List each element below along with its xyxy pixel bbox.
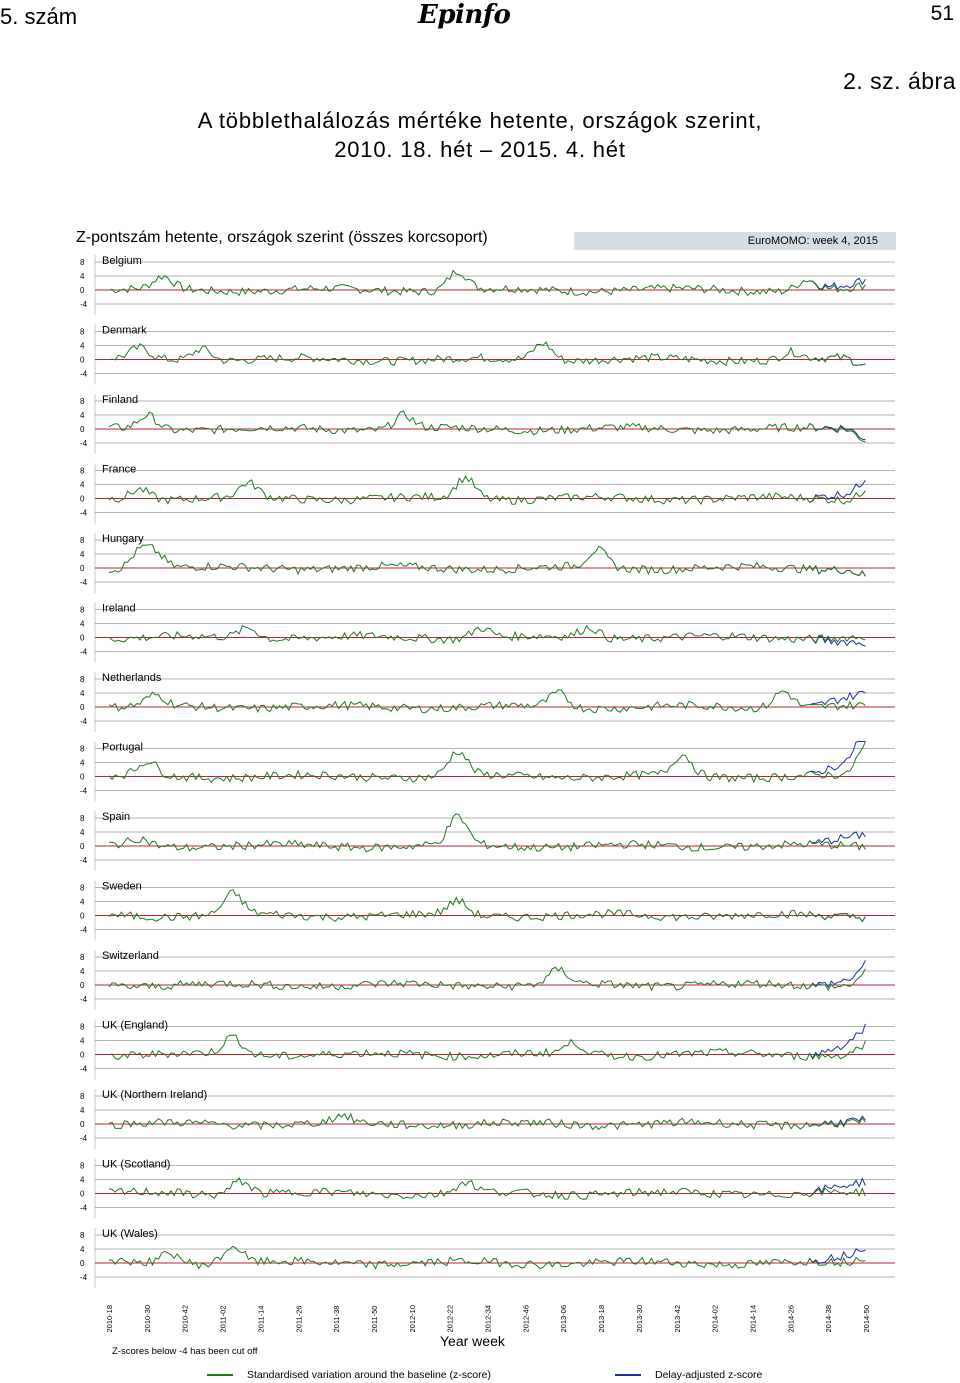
y-tick-label: -4	[80, 439, 88, 448]
y-tick-label: 0	[80, 1050, 85, 1060]
figure-title-line1: A többlethalálozás mértéke hetente, országok szerint,	[197, 108, 763, 133]
panel-title: Sweden	[102, 880, 142, 893]
panel-title: Switzerland	[102, 950, 159, 962]
y-tick-label: 4	[80, 411, 85, 420]
figure-label: 2. sz. ábra	[843, 68, 956, 94]
y-tick-label: -4	[80, 300, 88, 309]
legend-delay	[615, 1369, 762, 1381]
panel-title: Netherlands	[102, 672, 162, 684]
y-tick-label: 4	[80, 480, 85, 490]
y-tick-label: -4	[80, 1273, 88, 1282]
legend-delay-swatch	[615, 1374, 641, 1376]
y-tick-label: 0	[80, 981, 85, 990]
x-tick-label: 2010-42	[180, 1304, 190, 1333]
y-tick-label: 0	[80, 1120, 85, 1129]
euromomo-banner	[574, 232, 896, 250]
epinfo-logo: Epinfo	[418, 0, 511, 30]
x-tick-label: 2014-02	[710, 1304, 720, 1333]
y-tick-label: 0	[80, 1189, 85, 1199]
y-tick-label: 0	[80, 425, 85, 434]
figure-title-line2: 2010. 18. hét – 2015. 4. hét	[334, 137, 626, 162]
y-tick-label: 8	[80, 814, 85, 823]
y-tick-label: 8	[80, 1092, 85, 1101]
panel-netherlands	[68, 672, 895, 732]
y-tick-label: 4	[80, 1036, 85, 1046]
y-tick-label: 8	[80, 1231, 85, 1240]
panel-portugal	[68, 742, 895, 802]
panel-uk-england-	[68, 1020, 895, 1080]
panel-title: Denmark	[102, 324, 147, 337]
y-tick-label: 0	[80, 842, 85, 851]
x-tick-label: 2011-26	[294, 1305, 304, 1333]
y-tick-label: 4	[80, 1175, 85, 1185]
y-tick-label: 0	[80, 355, 85, 365]
y-tick-label: 0	[80, 1259, 85, 1268]
x-tick-label: 2013-06	[559, 1304, 569, 1333]
y-tick-label: 8	[80, 675, 85, 684]
panel-uk-northern-ireland-	[68, 1089, 895, 1149]
y-tick-label: 4	[80, 341, 85, 351]
y-tick-label: -4	[80, 856, 88, 865]
panel-france	[68, 464, 895, 524]
y-tick-label: 8	[80, 1022, 85, 1032]
y-tick-label: 0	[80, 564, 85, 573]
y-tick-label: -4	[80, 1134, 88, 1143]
panel-hungary	[68, 533, 895, 593]
y-tick-label: -4	[80, 369, 88, 379]
panel-chart	[0, 250, 960, 1335]
y-tick-label: 8	[80, 953, 85, 962]
y-tick-label: -4	[80, 925, 88, 935]
y-tick-label: -4	[80, 1203, 88, 1213]
y-tick-label: -4	[80, 786, 88, 796]
legend-zscore-label: Standardised variation around the baseline (z-score)	[247, 1369, 491, 1381]
panel-uk-scotland-	[68, 1159, 895, 1219]
y-tick-label: 0	[80, 286, 85, 295]
x-tick-label: 2014-50	[862, 1304, 871, 1333]
issue-number: 5. szám	[0, 4, 78, 29]
panel-title: UK (England)	[102, 1019, 169, 1032]
panel-title: Ireland	[102, 602, 136, 615]
x-tick-label: 2012-46	[521, 1304, 531, 1333]
panel-spain	[68, 811, 895, 871]
y-tick-label: -4	[80, 578, 88, 587]
panel-denmark	[68, 325, 895, 385]
x-tick-label: 2012-10	[407, 1304, 417, 1333]
panel-sweden	[68, 881, 895, 941]
y-tick-label: 8	[80, 605, 85, 615]
y-tick-label: -4	[80, 647, 88, 657]
figure-title	[110, 106, 850, 164]
x-tick-label: 2011-02	[218, 1305, 228, 1333]
y-tick-label: 4	[80, 272, 85, 281]
x-tick-label: 2013-42	[672, 1304, 682, 1333]
y-tick-label: 8	[80, 883, 85, 893]
y-tick-label: 4	[80, 619, 85, 629]
y-tick-label: 4	[80, 758, 85, 768]
y-tick-label: 4	[80, 1245, 85, 1254]
panel-title: Spain	[102, 811, 131, 823]
y-tick-label: 8	[80, 1161, 85, 1171]
x-axis-label: Year week	[440, 1333, 505, 1349]
y-tick-label: 8	[80, 327, 85, 337]
y-tick-label: -4	[80, 1064, 88, 1074]
legend-zscore	[207, 1369, 491, 1381]
y-tick-label: 8	[80, 258, 85, 267]
panel-ireland	[68, 603, 895, 663]
y-tick-label: 0	[80, 911, 85, 921]
y-tick-label: 4	[80, 550, 85, 559]
panel-title: UK (Wales)	[102, 1228, 158, 1240]
y-tick-label: 0	[80, 633, 85, 643]
panel-finland	[68, 394, 895, 454]
page-number: 51	[930, 2, 954, 25]
x-tick-label: 2010-18	[105, 1304, 114, 1333]
x-tick-label: 2012-22	[445, 1304, 455, 1333]
chart-subtitle: Z-pontszám hetente, országok szerint (összes korcsoport)	[76, 229, 488, 246]
y-tick-label: 8	[80, 744, 85, 754]
y-tick-label: -4	[80, 995, 88, 1004]
panel-title: Hungary	[102, 533, 144, 545]
x-tick-label: 2013-18	[597, 1304, 607, 1333]
panel-title: UK (Northern Ireland)	[102, 1089, 208, 1101]
y-tick-label: 4	[80, 1106, 85, 1115]
panel-switzerland	[68, 950, 895, 1010]
y-tick-label: -4	[80, 717, 88, 726]
panel-uk-wales-	[68, 1228, 895, 1288]
y-tick-label: 0	[80, 772, 85, 782]
panel-belgium	[68, 255, 895, 315]
panel-title: Belgium	[102, 255, 142, 267]
x-tick-label: 2014-26	[786, 1304, 796, 1333]
y-tick-label: 0	[80, 494, 85, 504]
panel-title: Finland	[102, 394, 139, 406]
y-tick-label: 8	[80, 536, 85, 545]
panel-title: France	[102, 463, 137, 476]
y-tick-label: 4	[80, 897, 85, 907]
legend-delay-label: Delay-adjusted z-score	[655, 1369, 763, 1381]
y-tick-label: -4	[80, 508, 88, 518]
y-tick-label: 8	[80, 466, 85, 476]
y-tick-label: 4	[80, 967, 85, 976]
x-tick-label: 2013-30	[634, 1304, 644, 1333]
x-tick-label: 2011-14	[256, 1305, 266, 1333]
x-tick-label: 2011-50	[369, 1305, 379, 1333]
panel-title: Portugal	[102, 741, 143, 754]
panel-title: UK (Scotland)	[102, 1158, 171, 1171]
x-tick-label: 2014-38	[824, 1304, 834, 1333]
banner-text: EuroMOMO: week 4, 2015	[747, 235, 878, 247]
legend-zscore-swatch	[207, 1374, 233, 1376]
x-tick-label: 2014-14	[748, 1304, 758, 1333]
y-tick-label: 4	[80, 689, 85, 698]
x-tick-label: 2010-30	[142, 1304, 152, 1333]
y-tick-label: 0	[80, 703, 85, 712]
x-tick-label: 2012-34	[483, 1304, 493, 1333]
y-tick-label: 8	[80, 397, 85, 406]
x-tick-label: 2011-38	[332, 1305, 342, 1333]
cutoff-note: Z-scores below -4 has been cut off	[112, 1346, 258, 1357]
y-tick-label: 4	[80, 828, 85, 837]
